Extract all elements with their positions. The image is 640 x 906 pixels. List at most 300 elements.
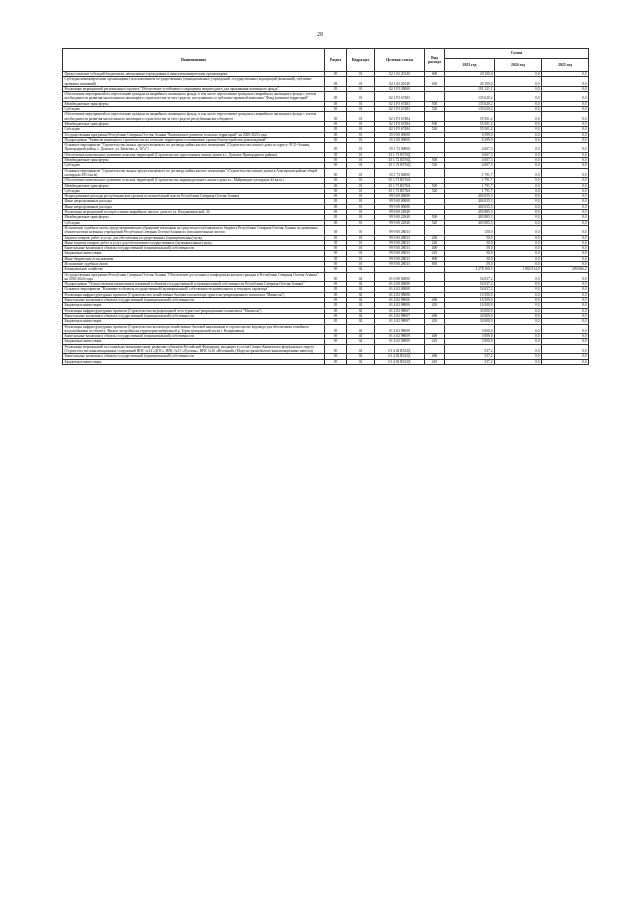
cell-2025: 0,0 [542, 261, 589, 266]
cell-name: Обеспечение мероприятий по переселению граждан из аварийного жилищного фонда, в том числе переселению граждан из аварийного жилищного фонда с учетом необходимости развития малоэтажного жилищного строительства за счет средств республиканского бюджета [63, 112, 325, 122]
cell-section: 05 [325, 132, 347, 137]
cell-subsection: 01 [347, 183, 375, 188]
cell-name: Иные закупки товаров, работ и услуг для обеспечения государственных (муниципальных) нужд [63, 240, 325, 245]
cell-type: 500 [425, 101, 445, 106]
cell-target: 35 1 72 R576Д [375, 163, 425, 168]
cell-2024: 0,0 [495, 107, 542, 112]
cell-2025: 0,0 [542, 256, 589, 261]
budget-table [62, 48, 589, 365]
cell-name: Обеспечение мероприятий по переселению граждан из аварийного жилищного фонда, в том числе переселению граждан из аварийного жилищного фонда с учетом необходимости развития малоэтажного жилищного строительства за счет средств, поступивших от публично-правовой компании "Фонд развития территорий" [63, 92, 325, 102]
cell-section: 05 [325, 210, 347, 215]
cell-2024: 0,0 [495, 92, 542, 102]
cell-name: Межбюджетные трансферты [63, 101, 325, 106]
cell-subsection: 01 [347, 246, 375, 251]
cell-type: 410 [425, 339, 445, 344]
cell-2024: 0,0 [495, 199, 542, 204]
cell-type [425, 225, 445, 235]
cell-type [425, 92, 445, 102]
cell-subsection: 02 [347, 359, 375, 364]
cell-2025: 0,0 [542, 292, 589, 297]
cell-2025: 0,0 [542, 220, 589, 225]
cell-2024: 0,0 [495, 137, 542, 142]
cell-subsection: 01 [347, 215, 375, 220]
cell-2025: 0,0 [542, 107, 589, 112]
cell-2023: 6 399,0 [445, 137, 495, 142]
cell-2025: 0,0 [542, 246, 589, 251]
cell-2023: 191 121,1 [445, 86, 495, 91]
cell-2023: 404 035,3 [445, 204, 495, 209]
cell-target: 02 1 F3 00000 [375, 86, 425, 91]
cell-2023: 54 037,2 [445, 282, 495, 287]
cell-2025: 0,0 [542, 152, 589, 157]
cell-section: 05 [325, 183, 347, 188]
cell-target: 99 9 00 22940 [375, 210, 425, 215]
cell-2025: 0,0 [542, 287, 589, 292]
cell-name: Реализация мероприятий по переселению аварийного жилого дома по ул. Владикавказской, 34 [63, 210, 325, 215]
cell-section: 05 [325, 225, 347, 235]
cell-subsection: 02 [347, 313, 375, 318]
cell-2023: 403 885,3 [445, 210, 495, 215]
cell-2023: 4 607,3 [445, 143, 495, 153]
cell-target: 02 1 02 20140 [375, 77, 425, 87]
cell-section: 05 [325, 324, 347, 334]
cell-type: 520 [425, 163, 445, 168]
cell-name: Закупка товаров, работ и услуг для обеспечения государственных (муниципальных) нужд [63, 235, 325, 240]
cell-target: 01 4 02 98009 [375, 324, 425, 334]
cell-section: 05 [325, 92, 347, 102]
cell-name: Субсидии [63, 220, 325, 225]
cell-2023: 50,0 [445, 240, 495, 245]
cell-2024: 0,0 [495, 303, 542, 308]
cell-target: 99 9 00 22940 [375, 215, 425, 220]
cell-target: 01 4 02 R523Д [375, 354, 425, 359]
cell-2023: 50,0 [445, 246, 495, 251]
cell-2024: 0,0 [495, 86, 542, 91]
cell-target: 01 4 00 00000 [375, 282, 425, 287]
cell-name: Субсидии некоммерческим организациям (за исключением государственных (муниципальных) учреждений, государственных корпораций (компаний), публично-правовых компаний) [63, 77, 325, 87]
cell-2023: 1 791,7 [445, 168, 495, 178]
cell-name: Реализация инфраструктурных проектов (Строительство коллектора хозяйственно-бытовой канализации и строительство водовода для обеспечения семейного водоснабжения по объекту: Жилые застройки на территории набережной р. Терек центральной части г. Владикавказ) [63, 324, 325, 334]
cell-type: 520 [425, 220, 445, 225]
cell-2025: 0,0 [542, 359, 589, 364]
cell-2023: 135 620,2 [445, 92, 495, 102]
cell-target: 35 1 73 R576А [375, 183, 425, 188]
cell-name: Иные непрограммные расходы [63, 199, 325, 204]
cell-subsection: 01 [347, 112, 375, 122]
cell-2025: 0,0 [542, 163, 589, 168]
cell-2024: 0,0 [495, 235, 542, 240]
cell-subsection: 01 [347, 143, 375, 153]
cell-name: Бюджетные инвестиции [63, 359, 325, 364]
cell-target: 02 1 F3 67483 [375, 101, 425, 106]
cell-2023: 16 500,0 [445, 292, 495, 297]
cell-type: 200 [425, 235, 445, 240]
cell-section: 05 [325, 267, 347, 272]
cell-section: 05 [325, 107, 347, 112]
cell-section: 05 [325, 319, 347, 324]
cell-name: Реализация инфраструктурных проектов (Строительство хозяйственно-бытового коллектора туристско-рекреационного комплекса "Мамисон") [63, 292, 325, 297]
cell-target: 35 0 00 00000 [375, 132, 425, 137]
cell-2025: 0,0 [542, 235, 589, 240]
cell-2024: 0,0 [495, 354, 542, 359]
cell-2024: 0,0 [495, 204, 542, 209]
cell-2023: 55 501,2 [445, 127, 495, 132]
cell-2025: 0,0 [542, 168, 589, 178]
cell-2025: 0,0 [542, 272, 589, 282]
cell-target: 99 9 00 00000 [375, 199, 425, 204]
cell-target: 01 4 02 R523Д [375, 344, 425, 354]
cell-subsection: 02 [347, 339, 375, 344]
cell-name: Коммунальное хозяйство [63, 267, 325, 272]
cell-name: Обеспечение комплексного развития сельских территорий (Строительство индивидуального жилого дома в с. Майрамадаг площадью 42 кв.м.) [63, 178, 325, 183]
header-section: Раздел [325, 49, 347, 72]
cell-section: 05 [325, 339, 347, 344]
cell-subsection: 02 [347, 282, 375, 287]
cell-2024: 0,0 [495, 292, 542, 297]
cell-2025: 0,0 [542, 298, 589, 303]
cell-subsection: 01 [347, 152, 375, 157]
cell-2024: 0,0 [495, 334, 542, 339]
cell-section: 05 [325, 272, 347, 282]
cell-2025: 0,0 [542, 178, 589, 183]
cell-section: 05 [325, 251, 347, 256]
cell-section: 05 [325, 334, 347, 339]
cell-section: 05 [325, 101, 347, 106]
table-row [63, 77, 589, 87]
cell-2024: 0,0 [495, 359, 542, 364]
cell-name: Исполнение судебных актов, предусматривающих обращение взыскания на средства республиканского бюджета Республики Северная Осетия-Алания по денежным обязательствам казенных учреждений Республики Северная Осетия-Алания по исполнительным листам [63, 225, 325, 235]
cell-section: 05 [325, 199, 347, 204]
cell-2023: 403 885,3 [445, 215, 495, 220]
cell-type: 600 [425, 72, 445, 77]
cell-section: 05 [325, 121, 347, 126]
cell-name: Реализация инфраструктурных проектов (Строительство водопроводной сети туристско-рекреационного комплекса "Мамисон") [63, 308, 325, 313]
cell-2023: 16 500,0 [445, 303, 495, 308]
cell-subsection: 02 [347, 324, 375, 334]
cell-2025: 0,0 [542, 143, 589, 153]
cell-2024: 0,0 [495, 121, 542, 126]
cell-2023: 2 278 160,3 [445, 267, 495, 272]
header-year-2024: 2024 год [495, 59, 542, 72]
cell-2024: 0,0 [495, 188, 542, 193]
cell-section: 05 [325, 204, 347, 209]
cell-target: 99 9 00 28033 [375, 256, 425, 261]
cell-2025: 0,0 [542, 188, 589, 193]
cell-name: Капитальные вложения в объекты государственной (муниципальной) собственности [63, 354, 325, 359]
header-type: Вид расхода [425, 49, 445, 72]
cell-target: 01 4 02 98009 [375, 334, 425, 339]
cell-2024: 0,0 [495, 308, 542, 313]
cell-section: 05 [325, 354, 347, 359]
table-row [63, 272, 589, 282]
cell-2024: 0,0 [495, 132, 542, 137]
cell-2025: 0,0 [542, 215, 589, 220]
cell-type [425, 168, 445, 178]
cell-section: 05 [325, 344, 347, 354]
cell-section: 05 [325, 112, 347, 122]
cell-2024: 0,0 [495, 324, 542, 334]
cell-target: 99 0 00 00000 [375, 194, 425, 199]
cell-section: 05 [325, 298, 347, 303]
cell-subsection: 01 [347, 204, 375, 209]
table-body [63, 72, 589, 365]
cell-section: 05 [325, 308, 347, 313]
cell-target: 35 1 73 R576А [375, 178, 425, 183]
cell-2023: 1 791,7 [445, 178, 495, 183]
cell-target: 35 1 72 R576Д [375, 158, 425, 163]
header-year-2023: 2023 год [445, 59, 495, 72]
cell-name: Иные бюджетные ассигнования [63, 256, 325, 261]
cell-subsection: 01 [347, 132, 375, 137]
cell-section: 05 [325, 292, 347, 297]
cell-target: 01 4 02 98006 [375, 303, 425, 308]
cell-target: 02 1 F3 67484 [375, 127, 425, 132]
cell-section: 05 [325, 178, 347, 183]
cell-2025: 0,0 [542, 158, 589, 163]
cell-name: Капитальные вложения в объекты государственной (муниципальной) собственности [63, 298, 325, 303]
cell-section: 05 [325, 137, 347, 142]
cell-name: Бюджетные инвестиции [63, 319, 325, 324]
cell-type: 630 [425, 77, 445, 87]
cell-2024: 0,0 [495, 240, 542, 245]
cell-subsection: 01 [347, 261, 375, 266]
cell-target: 01 4 02 98009 [375, 339, 425, 344]
cell-type: 400 [425, 354, 445, 359]
cell-2025: 0,0 [542, 112, 589, 122]
cell-section: 05 [325, 158, 347, 163]
cell-2025: 0,0 [542, 137, 589, 142]
cell-2023: 50,0 [445, 261, 495, 266]
table-row [63, 324, 589, 334]
cell-type: 800 [425, 256, 445, 261]
cell-2024: 0,0 [495, 344, 542, 354]
cell-2025: 0,0 [542, 204, 589, 209]
cell-section: 05 [325, 194, 347, 199]
cell-2025: 0,0 [542, 308, 589, 313]
cell-2025: 0,0 [542, 225, 589, 235]
cell-2023: 3 000,0 [445, 324, 495, 334]
cell-target: 35 1 00 00000 [375, 137, 425, 142]
cell-target: 02 1 F3 67484 [375, 112, 425, 122]
cell-name: Бюджетные инвестиции [63, 303, 325, 308]
cell-2023: 135 620,2 [445, 107, 495, 112]
cell-2025: 280 066,2 [542, 267, 589, 272]
cell-type [425, 112, 445, 122]
cell-target: 35 1 72 R576Д [375, 152, 425, 157]
cell-subsection: 01 [347, 86, 375, 91]
cell-2025: 0,0 [542, 127, 589, 132]
cell-type: 830 [425, 261, 445, 266]
cell-section: 05 [325, 188, 347, 193]
cell-2023: 404 035,3 [445, 199, 495, 204]
cell-type: 520 [425, 188, 445, 193]
cell-type: 520 [425, 127, 445, 132]
cell-name: Предоставление субсидий бюджетным, автономным учреждениям и иным некоммерческим организациям [63, 72, 325, 77]
cell-2023: 4 607,3 [445, 158, 495, 163]
cell-2024: 0,0 [495, 220, 542, 225]
cell-section: 05 [325, 246, 347, 251]
cell-2024: 1 802 914,0 [495, 267, 542, 272]
cell-type: 410 [425, 359, 445, 364]
table-row [63, 168, 589, 178]
cell-subsection: 01 [347, 101, 375, 106]
cell-name: Подпрограмма "Осуществление капитальных вложений в объекты государственной и муниципальной собственности Республики Северная Осетия-Алания" [63, 282, 325, 287]
cell-2023: 50,0 [445, 256, 495, 261]
header-target: Целевая статья [375, 49, 425, 72]
cell-2024: 0,0 [495, 158, 542, 163]
cell-section: 05 [325, 359, 347, 364]
table-row [63, 225, 589, 235]
cell-2024: 0,0 [495, 256, 542, 261]
cell-section: 05 [325, 240, 347, 245]
cell-name: Иные непрограммные расходы [63, 204, 325, 209]
cell-2023: 34 000,0 [445, 308, 495, 313]
cell-2025: 0,0 [542, 72, 589, 77]
cell-2023: 537,2 [445, 359, 495, 364]
header-name: Наименование [63, 49, 325, 72]
cell-2024: 0,0 [495, 313, 542, 318]
table-row [63, 344, 589, 354]
cell-name: Бюджетные инвестиции [63, 251, 325, 256]
cell-target: 35 1 73 00000 [375, 168, 425, 178]
cell-2024: 0,0 [495, 225, 542, 235]
table-header [63, 49, 589, 72]
cell-name: Межбюджетные трансферты [63, 183, 325, 188]
cell-type [425, 324, 445, 334]
cell-type: 400 [425, 313, 445, 318]
cell-subsection: 01 [347, 158, 375, 163]
cell-type: 400 [425, 334, 445, 339]
cell-subsection: 01 [347, 121, 375, 126]
cell-2023: 404 035,3 [445, 194, 495, 199]
cell-2023: 4 607,3 [445, 163, 495, 168]
cell-subsection: 01 [347, 225, 375, 235]
cell-2024: 0,0 [495, 194, 542, 199]
cell-2023: 34 000,0 [445, 313, 495, 318]
cell-section: 05 [325, 86, 347, 91]
cell-subsection: 02 [347, 292, 375, 297]
cell-2023: 54 037,2 [445, 287, 495, 292]
cell-name: Реализация мероприятий регионального проекта "Обеспечение устойчивого сокращения непригодного для проживания жилищного фонда" [63, 86, 325, 91]
cell-section: 05 [325, 220, 347, 225]
cell-2024: 0,0 [495, 210, 542, 215]
cell-subsection: 01 [347, 168, 375, 178]
cell-2023: 55 501,2 [445, 121, 495, 126]
cell-name: Субсидии [63, 188, 325, 193]
cell-type: 240 [425, 240, 445, 245]
cell-2025: 0,0 [542, 334, 589, 339]
cell-2024: 0,0 [495, 143, 542, 153]
cell-type: 500 [425, 158, 445, 163]
cell-2023: 50,0 [445, 251, 495, 256]
cell-subsection: 01 [347, 220, 375, 225]
table-row [63, 143, 589, 153]
cell-2024: 0,0 [495, 127, 542, 132]
cell-section: 05 [325, 168, 347, 178]
cell-target: 35 1 72 00000 [375, 143, 425, 153]
cell-subsection: 01 [347, 199, 375, 204]
cell-subsection: 02 [347, 272, 375, 282]
cell-name: Субсидии [63, 107, 325, 112]
cell-target: 01 4 02 98007 [375, 319, 425, 324]
cell-subsection: 02 [347, 308, 375, 313]
cell-name: Межбюджетные трансферты [63, 215, 325, 220]
cell-name: Основное мероприятие "Строительство жилья, предоставляемого по договору найма жилого помещения" (Строительство жилых домов в Алагирском районе общей площадью 2913 кв.м) [63, 168, 325, 178]
cell-subsection: 01 [347, 127, 375, 132]
cell-target: 02 1 F3 67484 [375, 121, 425, 126]
cell-target: 01 0 00 00000 [375, 272, 425, 282]
cell-target: 99 9 00 28033 [375, 261, 425, 266]
cell-2025: 0,0 [542, 319, 589, 324]
cell-2024: 0,0 [495, 112, 542, 122]
cell-2024: 0,0 [495, 339, 542, 344]
cell-2025: 0,0 [542, 92, 589, 102]
cell-type [425, 272, 445, 282]
cell-section: 05 [325, 77, 347, 87]
cell-section: 05 [325, 287, 347, 292]
cell-subsection: 01 [347, 194, 375, 199]
cell-target: 01 4 02 98006 [375, 298, 425, 303]
cell-2025: 0,0 [542, 77, 589, 87]
cell-2024: 0,0 [495, 215, 542, 220]
cell-target: 01 4 02 R523Д [375, 359, 425, 364]
cell-name: Бюджетные инвестиции [63, 339, 325, 344]
cell-subsection: 01 [347, 256, 375, 261]
cell-subsection: 02 [347, 298, 375, 303]
cell-target: 01 4 02 98006 [375, 292, 425, 297]
cell-target: 99 9 00 28033 [375, 235, 425, 240]
cell-2025: 0,0 [542, 240, 589, 245]
cell-2023: 54 037,2 [445, 272, 495, 282]
cell-2024: 0,0 [495, 152, 542, 157]
cell-subsection: 01 [347, 137, 375, 142]
cell-section: 05 [325, 261, 347, 266]
cell-name: Капитальные вложения в объекты государственной (муниципальной) собственности [63, 334, 325, 339]
cell-2024: 0,0 [495, 72, 542, 77]
cell-name: Межбюджетные трансферты [63, 121, 325, 126]
cell-2023: 50,0 [445, 235, 495, 240]
cell-2025: 0,0 [542, 344, 589, 354]
cell-subsection: 02 [347, 319, 375, 324]
cell-2023: 4 607,3 [445, 152, 495, 157]
cell-type: 500 [425, 215, 445, 220]
cell-name: Обеспечение комплексного развития сельских территорий (Строительство одноэтажных жилых домов в с. Донское Пригородного района) [63, 152, 325, 157]
page-number: 28 [317, 32, 323, 38]
table-row [63, 92, 589, 102]
cell-2024: 0,0 [495, 246, 542, 251]
cell-name: Капитальные вложения в объекты государственной (муниципальной) собственности [63, 313, 325, 318]
cell-2025: 0,0 [542, 313, 589, 318]
cell-subsection: 01 [347, 107, 375, 112]
cell-subsection: 02 [347, 344, 375, 354]
cell-name: Исполнение судебных актов [63, 261, 325, 266]
cell-subsection: 01 [347, 188, 375, 193]
cell-2024: 0,0 [495, 178, 542, 183]
cell-type: 520 [425, 107, 445, 112]
cell-2025: 0,0 [542, 86, 589, 91]
cell-subsection: 01 [347, 178, 375, 183]
cell-target: 99 9 00 28033 [375, 251, 425, 256]
cell-2025: 0,0 [542, 303, 589, 308]
cell-section: 05 [325, 215, 347, 220]
cell-subsection: 01 [347, 210, 375, 215]
cell-name: Реализация мероприятий по социально-экономическому развитию субъектов Российской Федерации, входящих в состав Северо-Кавказского федерального округа (Строительство канализационных сооружений ВНС №14 «ДОС», ВНС №15 «Луговая», ВНС №16 «Весенний» (Модели грязнобытово-канализационные навесы)) [63, 344, 325, 354]
cell-target: 99 9 00 22940 [375, 220, 425, 225]
header-sum: Сумма [445, 49, 589, 59]
cell-2024: 0,0 [495, 168, 542, 178]
cell-2024: 0,0 [495, 77, 542, 87]
cell-name: Подпрограмма "Развитие жилищного строительства на сельских территориях и повышение уровня благоустройства домовладений" [63, 137, 325, 142]
